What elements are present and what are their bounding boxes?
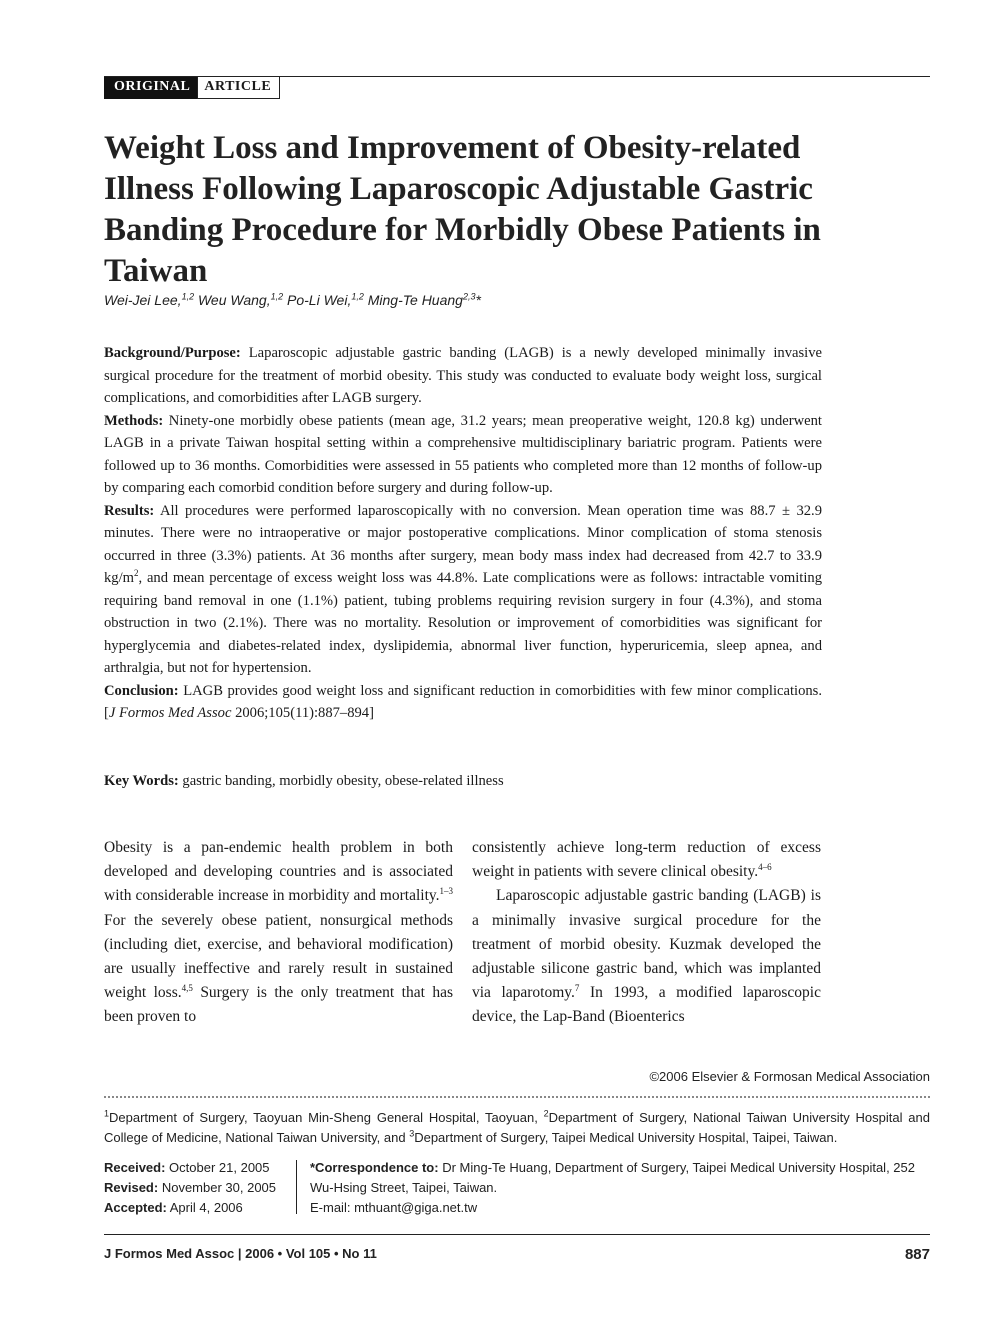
ref-sup: 4–6 (758, 862, 772, 873)
methods-text: Ninety-one morbidly obese patients (mean age, 31.2 years; mean preoperative weight, 120.8 kg) underwent LAGB in a private Taiwan hospital setting within a comprehensive multidisciplinary bariatric program. Patients were followed up to 36 months. Comorbidities were assessed in 55 patients who completed more than 12 months of follow-up by comparing each comorbid condition before surgery and during follow-up. (104, 412, 822, 496)
background-text: Laparoscopic adjustable gastric banding (LAGB) is a newly developed minimally invasive surgical procedure for the treatment of morbid obesity. This study was conducted to evaluate body weight loss, surgical complications, and comorbidities after LAGB surgery. (104, 345, 822, 406)
author-name: Ming-Te Huang (367, 292, 463, 308)
author-name: Po-Li Wei, (287, 292, 352, 308)
affil-text: Department of Surgery, National Taiwan University Hospital and College of Medicine, National Taiwan University, and (104, 1110, 930, 1145)
abstract-methods (104, 410, 822, 500)
abstract-conclusion (104, 680, 822, 725)
ref-sup: 7 (574, 983, 580, 994)
affil-sup: 2 (543, 1108, 549, 1119)
body-text: consistently achieve long-term reduction of excess weight in patients with severe clinical obesity. (472, 839, 821, 881)
dotted-divider (104, 1096, 930, 1098)
results-sup: 2 (134, 568, 139, 579)
citation-rest: 2006;105(11):887–894] (231, 705, 374, 721)
copyright-notice: ©2006 Elsevier & Formosan Medical Association (649, 1069, 930, 1084)
vertical-divider (296, 1160, 297, 1214)
revised-date (104, 1178, 294, 1198)
ref-sup: 1–3 (439, 886, 453, 897)
abstract-results (104, 500, 822, 680)
author-affil: 1,2 (270, 291, 284, 302)
citation-journal: J Formos Med Assoc (108, 705, 232, 721)
received-date (104, 1158, 294, 1178)
accepted-date (104, 1198, 294, 1218)
article-type-tag (104, 77, 280, 99)
results-label: Results: (104, 502, 155, 519)
email-link[interactable]: mthuant@giga.net.tw (354, 1200, 478, 1215)
body-paragraph (104, 836, 453, 1030)
body-column-left (104, 836, 453, 1030)
affil-sup: 3 (409, 1128, 415, 1139)
corresponding-mark: * (475, 292, 481, 308)
correspondence-text: Dr Ming-Te Huang, Department of Surgery, Taipei Medical University Hospital, 252 Wu-Hsing Street, Taipei, Taiwan. (310, 1160, 915, 1195)
author-affil: 1,2 (181, 291, 195, 302)
revised-label: Revised: (104, 1180, 159, 1195)
received-value: October 21, 2005 (169, 1160, 270, 1175)
page-number: 887 (904, 1246, 930, 1263)
results-text-2: , and mean percentage of excess weight loss was 44.8%. Late complications were as follows: intractable vomiting requiring band removal in one (1.1%) patient, tubing problems requiring revision surgery in four (4.3%), and stoma obstruction in two (2.1%). There was no mortality. Resolution or improvement of comorbidities was significant for hyperglycemia and diabetes-related index, dyslipidemia, abnormal liver function, hyperuricemia, sleep apnea, and arthralgia, but not for hypertension. (104, 570, 822, 676)
body-paragraph (472, 836, 821, 884)
accepted-value: April 4, 2006 (169, 1200, 243, 1215)
email-label: E-mail: (310, 1200, 351, 1215)
body-text: Obesity is a pan-endemic health problem in both developed and developing countries and is associated with considerable increase in morbidity and mortality. (104, 839, 453, 905)
results-text: All procedures were performed laparoscopically with no conversion. Mean operation time was 88.7 ± 32.9 minutes. There were no intraoperative or major postoperative complications. Minor complication of stoma stenosis occurred in three (3.3%) patients. At 36 months after surgery, mean body mass index had decreased from 42.7 to 33.9 kg/m (104, 502, 822, 586)
revised-value: November 30, 2005 (161, 1180, 277, 1195)
ref-sup: 4,5 (181, 983, 193, 994)
author-name: Wei-Jei Lee, (104, 292, 182, 308)
correspondence-label: *Correspondence to: (310, 1160, 439, 1175)
abstract (104, 342, 822, 725)
author-name: Weu Wang, (197, 292, 271, 308)
affil-text: Department of Surgery, Taoyuan Min-Sheng General Hospital, Taoyuan, (109, 1110, 544, 1125)
keywords-label: Key Words: (104, 773, 179, 789)
conclusion-text: LAGB provides good weight loss and significant reduction in comorbidities with few minor complications. [ (104, 682, 822, 721)
article-dates (104, 1158, 294, 1218)
tag-original: ORIGINAL (104, 77, 197, 99)
tag-article: ARTICLE (197, 77, 280, 99)
abstract-background (104, 342, 822, 410)
affil-sup: 1 (104, 1108, 110, 1119)
article-title: Weight Loss and Improvement of Obesity-related Illness Following Laparoscopic Adjustable Gastric Banding Procedure for Morbidly Obese Patients in Taiwan (104, 130, 821, 289)
body-column-right (472, 836, 821, 1030)
bottom-rule (104, 1234, 930, 1235)
affiliations (104, 1108, 930, 1148)
body-text: Surgery is the only treatment that has been proven to (104, 984, 453, 1026)
author-affil: 2,3 (462, 291, 476, 302)
background-label: Background/Purpose: (104, 345, 241, 361)
correspondence (310, 1158, 930, 1218)
body-text: Laparoscopic adjustable gastric banding (LAGB) is a minimally invasive surgical procedure for the treatment of morbid obesity. Kuzmak developed the adjustable silicone gastric band, which was implanted via laparotomy. (472, 887, 821, 1002)
key-words (104, 770, 822, 792)
affil-text: Department of Surgery, Taipei Medical University Hospital, Taipei, Taiwan. (414, 1130, 838, 1145)
methods-label: Methods: (104, 412, 164, 429)
body-text: In 1993, a modified laparoscopic device, the Lap-Band (Bioenterics (472, 984, 821, 1026)
keywords-text: gastric banding, morbidly obesity, obese-related illness (182, 773, 504, 789)
conclusion-label: Conclusion: (104, 682, 179, 699)
accepted-label: Accepted: (104, 1200, 167, 1215)
body-text: For the severely obese patient, nonsurgical methods (including diet, exercise, and behavioral modification) are usually ineffective and rarely result in sustained weight loss. (104, 911, 453, 1002)
body-paragraph (472, 884, 821, 1029)
received-label: Received: (104, 1160, 166, 1175)
author-affil: 1,2 (351, 291, 364, 302)
journal-footer: J Formos Med Assoc | 2006 • Vol 105 • No 11 (104, 1246, 377, 1261)
author-list (104, 292, 481, 308)
